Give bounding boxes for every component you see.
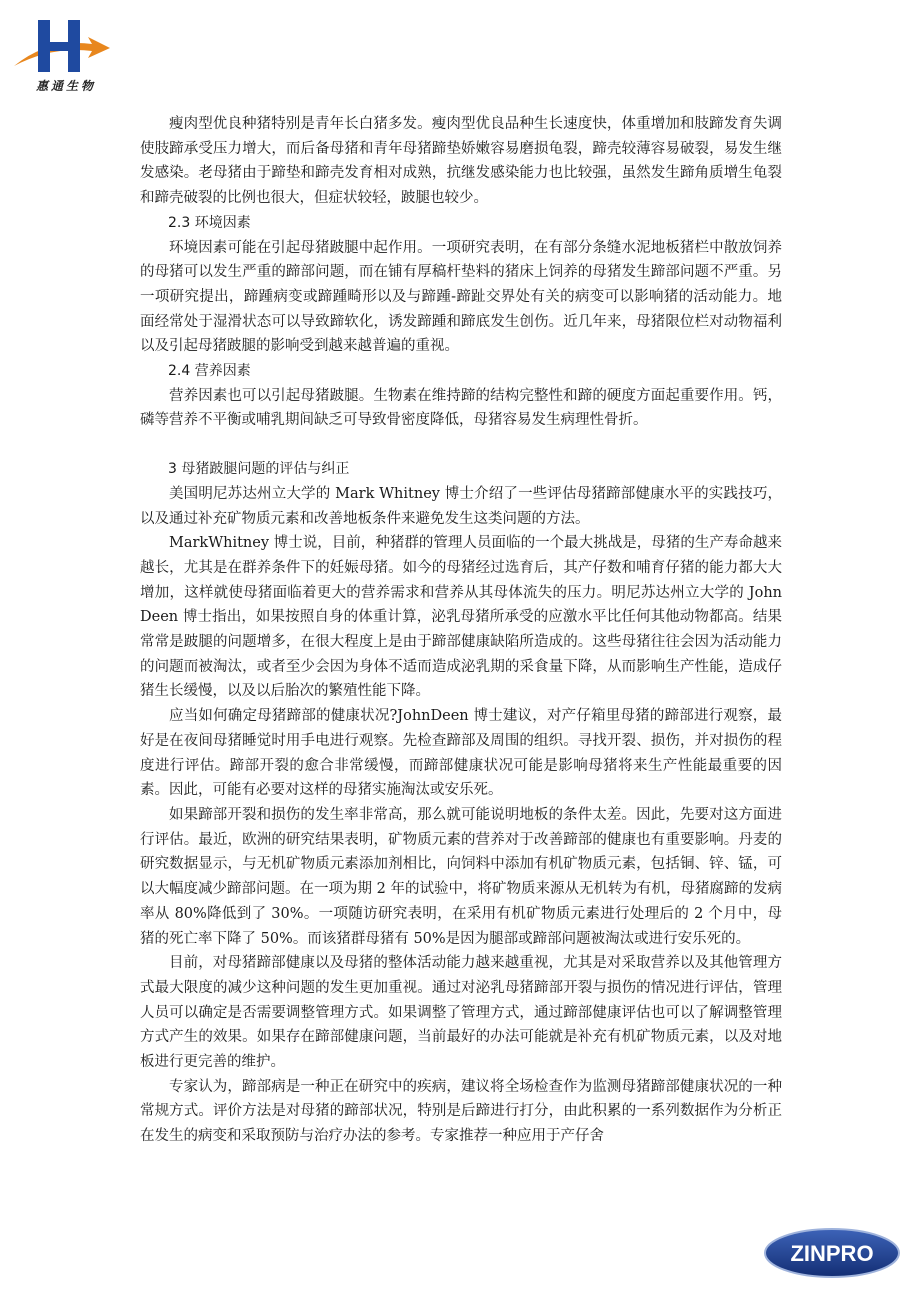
body-paragraph: 专家认为，蹄部病是一种正在研究中的疾病，建议将全场检查作为监测母猪蹄部健康状况的一种常规方式。评价方法是对母猪的蹄部状况，特别是后蹄进行打分，由此积累的一系列数据作为分析正在发生的病变和采取预防与治疗办法的参考。专家推荐一种应用于产仔舍 [140,1078,782,1145]
section-heading: 2.4 营养因素 [168,363,251,380]
body-paragraph: 如果蹄部开裂和损伤的发生率非常高，那么就可能说明地板的条件太差。因此，先要对这方面进行评估。最近，欧洲的研究结果表明，矿物质元素的营养对于改善蹄部的健康也有重要影响。丹麦的研究数据显示，与无机矿物质元素添加剂相比，向饲料中添加有机矿物质元素，包括铜、锌、锰，可以大幅度减少蹄部问题。在一项为期 2 年的试验中，将矿物质来源从无机转为有机，母猪腐蹄的发病率从 80%降低到了 30%。一项随访研究表明，在采用有机矿物质元素进行处理后的 2 个月中，母猪的死亡率下降了 50%。而该猪群母猪有 50%是因为腿部或蹄部问题被淘汰或进行安乐死的。 [140,806,782,947]
body-paragraph: 瘦肉型优良种猪特别是青年长白猪多发。瘦肉型优良品种生长速度快，体重增加和肢蹄发育失调使肢蹄承受压力增大，而后备母猪和青年母猪蹄垫娇嫩容易磨损龟裂，蹄壳较薄容易破裂，易发生继发感染。老母猪由于蹄垫和蹄壳发育相对成熟，抗继发感染能力也比较强，虽然发生蹄角质增生龟裂和蹄壳破裂的比例也很大，但症状较轻，跛腿也较少。 [140,116,782,207]
body-paragraph: 环境因素可能在引起母猪跛腿中起作用。一项研究表明，在有部分条缝水泥地板猪栏中散放饲养的母猪可以发生严重的蹄部问题，而在铺有厚稿杆垫料的猪床上饲养的母猪发生蹄部问题不严重。另一项研究提出，蹄踵病变或蹄踵畸形以及与蹄踵-蹄趾交界处有关的病变可以影响猪的活动能力。地面经常处于湿滑状态可以导致蹄软化，诱发蹄踵和蹄底发生创伤。近几年来，母猪限位栏对动物福利以及引起母猪跛腿的影响受到越来越普遍的重视。 [140,239,782,355]
section-spacer [140,433,782,457]
body-paragraph: 应当如何确定母猪蹄部的健康状况?JohnDeen 博士建议，对产仔箱里母猪的蹄部进行观察，最好是在夜间母猪睡觉时用手电进行观察。先检查蹄部及周围的组织。寻找开裂、损伤，并对损伤的程度进行评估。蹄部开裂的愈合非常缓慢，而蹄部健康状况可能是影响母猪将来生产性能最重要的因素。因此，可能有必要对这样的母猪实施淘汰或安乐死。 [140,708,782,799]
zinpro-oval-icon [763,1227,901,1279]
body-paragraph: 目前，对母猪蹄部健康以及母猪的整体活动能力越来越重视，尤其是对采取营养以及其他管理方式最大限度的减少这种问题的发生更加重视。通过对泌乳母猪蹄部开裂与损伤的情况进行评估，管理人员可以确定是否需要调整管理方式。如果调整了管理方式，通过蹄部健康评估也可以了解调整管理方式产生的效果。如果存在蹄部健康问题，当前最好的办法可能就是补充有机矿物质元素，以及对地板进行更完善的维护。 [140,955,782,1071]
section-heading: 2.3 环境因素 [168,214,251,231]
body-paragraph: MarkWhitney 博士说，目前，种猪群的管理人员面临的一个最大挑战是，母猪的生产寿命越来越长，尤其是在群养条件下的妊娠母猪。如今的母猪经过选育后，其产仔数和哺育仔猪的能力都大大增加，这样就使母猪面临着更大的营养需求和营养从其母体流失的压力。明尼苏达州立大学的 John Deen 博士指出，如果按照自身的体重计算，泌乳母猪所承受的应激水平比任何其他动物都高。结果常常是跛腿的问题增多，在很大程度上是由于蹄部健康缺陷所造成的。这些母猪往往会因为活动能力的问题而被淘汰，或者至少会因为身体不适而造成泌乳期的采食量下降，从而影响生产性能，造成仔猪生长缓慢，以及以后胎次的繁殖性能下降。 [140,535,782,700]
zinpro-brand-text: ZINPRO [790,1241,874,1266]
logo-caption: 惠通生物 [36,79,97,93]
body-paragraph: 美国明尼苏达州立大学的 Mark Whitney 博士介绍了一些评估母猪蹄部健康水平的实践技巧，以及通过补充矿物质元素和改善地板条件来避免发生这类问题的方法。 [140,485,782,527]
document-body [140,112,782,1149]
h-swoosh-logo-icon [8,14,120,84]
body-paragraph: 营养因素也可以引起母猪跛腿。生物素在维持蹄的结构完整性和蹄的硬度方面起重要作用。钙，磷等营养不平衡或哺乳期间缺乏可导致骨密度降低，母猪容易发生病理性骨折。 [140,387,782,429]
zinpro-logo [763,1227,901,1279]
section-heading: 3 母猪跛腿问题的评估与纠正 [168,461,350,478]
